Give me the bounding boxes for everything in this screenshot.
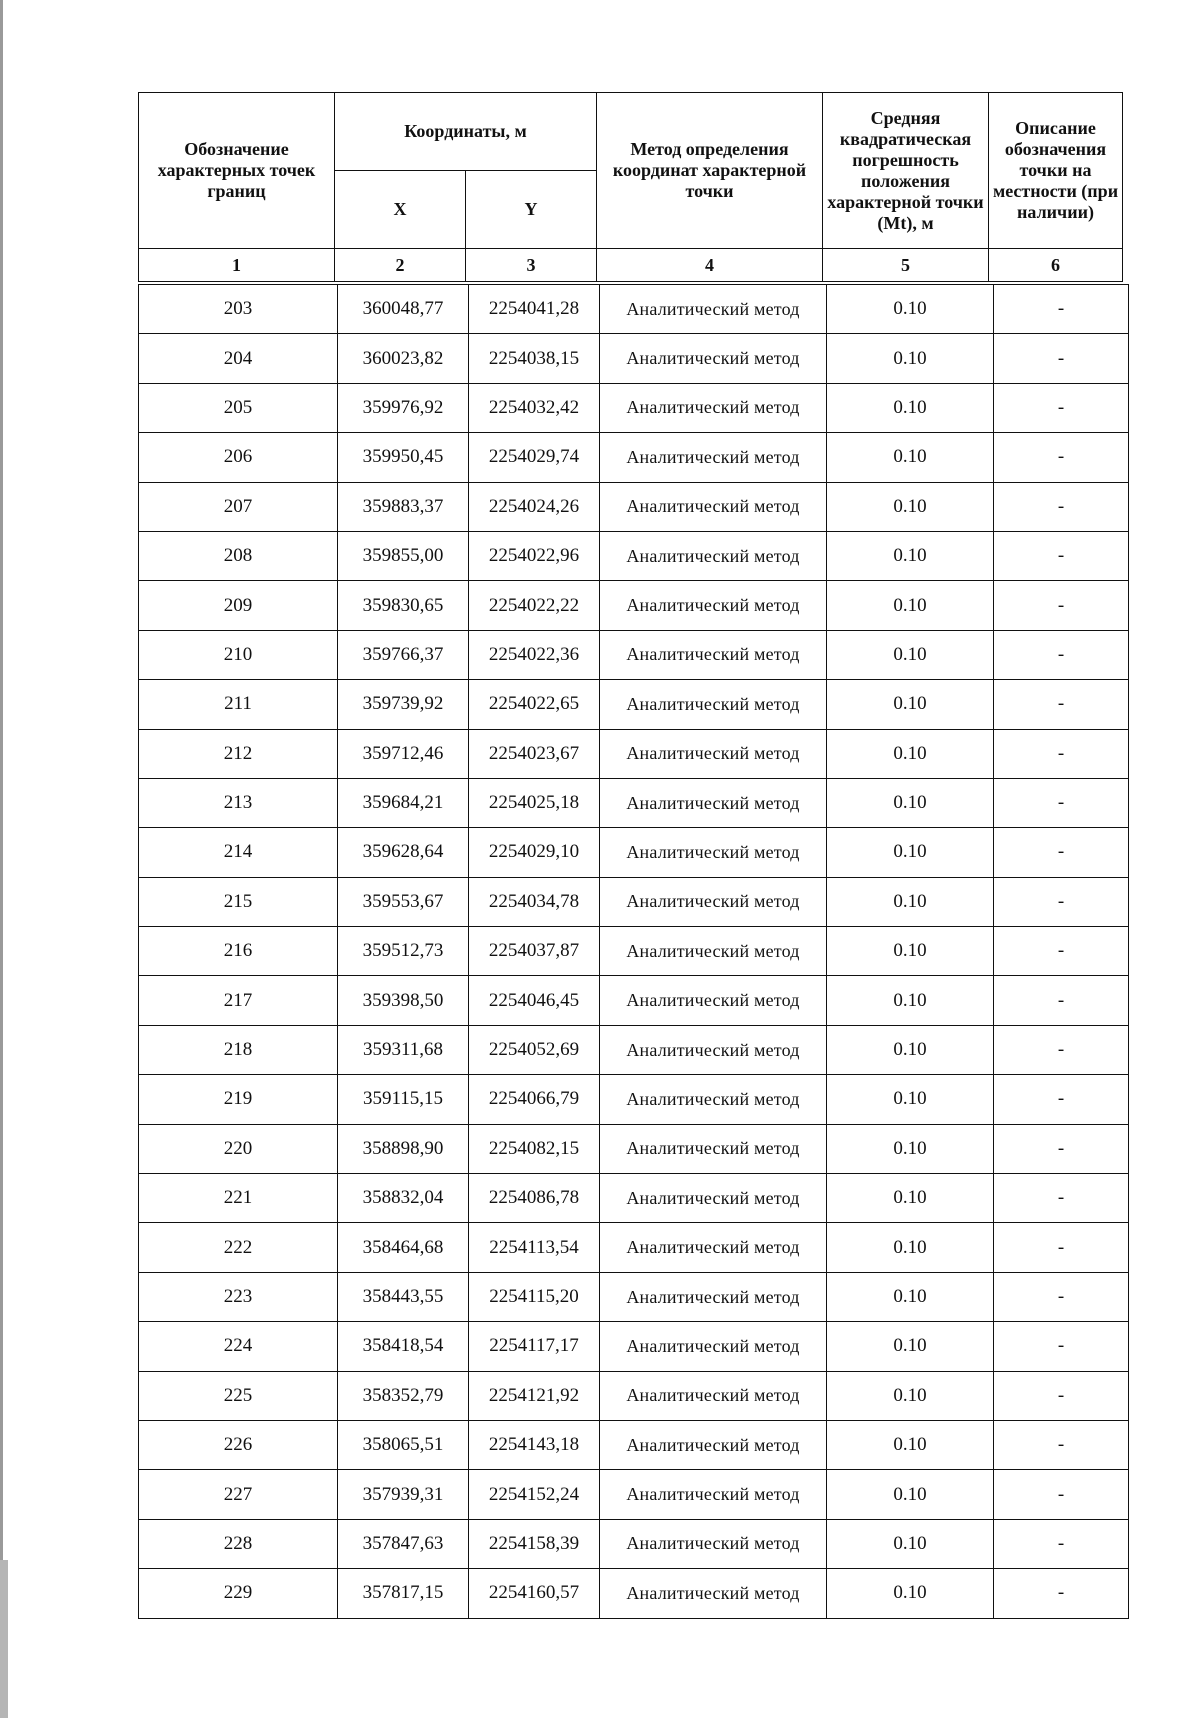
- cell-x: 359398,50: [338, 976, 469, 1025]
- cell-point: 211: [139, 680, 338, 729]
- cell-description: -: [994, 1223, 1129, 1272]
- cell-point: 221: [139, 1174, 338, 1223]
- cell-method: Аналитический метод: [600, 1322, 827, 1371]
- table-row: [139, 285, 1129, 334]
- cell-point: 204: [139, 334, 338, 383]
- cell-description: -: [994, 927, 1129, 976]
- cell-description: -: [994, 1174, 1129, 1223]
- cell-description: -: [994, 1272, 1129, 1321]
- cell-x: 359311,68: [338, 1025, 469, 1074]
- cell-description: -: [994, 828, 1129, 877]
- cell-description: -: [994, 729, 1129, 778]
- cell-y: 2254152,24: [469, 1470, 600, 1519]
- header-x: X: [335, 171, 466, 249]
- column-number: 4: [597, 249, 823, 282]
- table-row: [139, 630, 1129, 679]
- table-row: [139, 1371, 1129, 1420]
- cell-error: 0.10: [827, 1420, 994, 1469]
- cell-y: 2254038,15: [469, 334, 600, 383]
- cell-x: 358464,68: [338, 1223, 469, 1272]
- cell-point: 226: [139, 1420, 338, 1469]
- cell-error: 0.10: [827, 828, 994, 877]
- cell-x: 358832,04: [338, 1174, 469, 1223]
- cell-error: 0.10: [827, 1371, 994, 1420]
- cell-point: 214: [139, 828, 338, 877]
- cell-method: Аналитический метод: [600, 1519, 827, 1568]
- cell-y: 2254024,26: [469, 482, 600, 531]
- cell-y: 2254086,78: [469, 1174, 600, 1223]
- cell-x: 358352,79: [338, 1371, 469, 1420]
- cell-method: Аналитический метод: [600, 630, 827, 679]
- cell-method: Аналитический метод: [600, 1371, 827, 1420]
- cell-y: 2254041,28: [469, 285, 600, 334]
- cell-method: Аналитический метод: [600, 680, 827, 729]
- table-row: [139, 383, 1129, 432]
- cell-method: Аналитический метод: [600, 877, 827, 926]
- table-row: [139, 531, 1129, 580]
- table-row: [139, 1470, 1129, 1519]
- cell-method: Аналитический метод: [600, 778, 827, 827]
- cell-point: 213: [139, 778, 338, 827]
- table-row: [139, 680, 1129, 729]
- cell-x: 359115,15: [338, 1075, 469, 1124]
- cell-error: 0.10: [827, 729, 994, 778]
- cell-error: 0.10: [827, 1322, 994, 1371]
- scan-edge-left: [0, 0, 3, 1718]
- table-row: [139, 828, 1129, 877]
- cell-y: 2254143,18: [469, 1420, 600, 1469]
- cell-error: 0.10: [827, 482, 994, 531]
- cell-point: 227: [139, 1470, 338, 1519]
- header-y: Y: [466, 171, 597, 249]
- cell-point: 215: [139, 877, 338, 926]
- cell-x: 359950,45: [338, 433, 469, 482]
- cell-x: 358898,90: [338, 1124, 469, 1173]
- cell-point: 210: [139, 630, 338, 679]
- cell-point: 209: [139, 581, 338, 630]
- cell-x: 359976,92: [338, 383, 469, 432]
- cell-method: Аналитический метод: [600, 729, 827, 778]
- header-coords: Координаты, м: [335, 93, 597, 171]
- cell-x: 357939,31: [338, 1470, 469, 1519]
- cell-x: 357847,63: [338, 1519, 469, 1568]
- cell-method: Аналитический метод: [600, 1272, 827, 1321]
- cell-error: 0.10: [827, 1174, 994, 1223]
- cell-x: 359883,37: [338, 482, 469, 531]
- table-row: [139, 482, 1129, 531]
- cell-point: 220: [139, 1124, 338, 1173]
- cell-method: Аналитический метод: [600, 1223, 827, 1272]
- column-number: 5: [823, 249, 989, 282]
- cell-method: Аналитический метод: [600, 828, 827, 877]
- cell-description: -: [994, 1025, 1129, 1074]
- column-number-row: [139, 249, 1123, 282]
- cell-description: -: [994, 1519, 1129, 1568]
- cell-point: 205: [139, 383, 338, 432]
- cell-description: -: [994, 630, 1129, 679]
- cell-description: -: [994, 285, 1129, 334]
- cell-y: 2254082,15: [469, 1124, 600, 1173]
- cell-y: 2254037,87: [469, 927, 600, 976]
- table-row: [139, 976, 1129, 1025]
- cell-x: 359628,64: [338, 828, 469, 877]
- table-row: [139, 1025, 1129, 1074]
- column-number: 2: [335, 249, 466, 282]
- scan-edge-shade: [0, 1560, 8, 1718]
- cell-x: 360048,77: [338, 285, 469, 334]
- cell-description: -: [994, 976, 1129, 1025]
- cell-method: Аналитический метод: [600, 482, 827, 531]
- cell-description: -: [994, 1569, 1129, 1618]
- cell-y: 2254158,39: [469, 1519, 600, 1568]
- cell-error: 0.10: [827, 630, 994, 679]
- cell-x: 358418,54: [338, 1322, 469, 1371]
- table-row: [139, 1272, 1129, 1321]
- cell-description: -: [994, 1420, 1129, 1469]
- cell-error: 0.10: [827, 778, 994, 827]
- cell-description: -: [994, 334, 1129, 383]
- cell-y: 2254121,92: [469, 1371, 600, 1420]
- column-number: 1: [139, 249, 335, 282]
- cell-description: -: [994, 1124, 1129, 1173]
- cell-method: Аналитический метод: [600, 531, 827, 580]
- cell-point: 222: [139, 1223, 338, 1272]
- cell-method: Аналитический метод: [600, 1420, 827, 1469]
- cell-x: 359684,21: [338, 778, 469, 827]
- cell-y: 2254025,18: [469, 778, 600, 827]
- cell-description: -: [994, 531, 1129, 580]
- header-table: [138, 92, 1123, 282]
- cell-y: 2254117,17: [469, 1322, 600, 1371]
- cell-y: 2254029,10: [469, 828, 600, 877]
- cell-method: Аналитический метод: [600, 581, 827, 630]
- cell-y: 2254023,67: [469, 729, 600, 778]
- column-number: 3: [466, 249, 597, 282]
- cell-y: 2254046,45: [469, 976, 600, 1025]
- column-number: 6: [989, 249, 1123, 282]
- table-row: [139, 877, 1129, 926]
- header-error: Средняя квадратическая погрешность положения характерной точки (Mt), м: [823, 93, 989, 249]
- cell-method: Аналитический метод: [600, 285, 827, 334]
- cell-error: 0.10: [827, 927, 994, 976]
- table-row: [139, 1322, 1129, 1371]
- cell-method: Аналитический метод: [600, 1025, 827, 1074]
- cell-y: 2254113,54: [469, 1223, 600, 1272]
- cell-y: 2254160,57: [469, 1569, 600, 1618]
- cell-error: 0.10: [827, 1075, 994, 1124]
- cell-point: 228: [139, 1519, 338, 1568]
- cell-method: Аналитический метод: [600, 1075, 827, 1124]
- table-row: [139, 1124, 1129, 1173]
- cell-x: 357817,15: [338, 1569, 469, 1618]
- cell-y: 2254022,65: [469, 680, 600, 729]
- cell-y: 2254022,22: [469, 581, 600, 630]
- cell-point: 216: [139, 927, 338, 976]
- cell-point: 212: [139, 729, 338, 778]
- cell-x: 360023,82: [338, 334, 469, 383]
- table-row: [139, 433, 1129, 482]
- cell-error: 0.10: [827, 1272, 994, 1321]
- cell-point: 208: [139, 531, 338, 580]
- cell-description: -: [994, 778, 1129, 827]
- cell-method: Аналитический метод: [600, 1124, 827, 1173]
- cell-y: 2254029,74: [469, 433, 600, 482]
- cell-error: 0.10: [827, 1569, 994, 1618]
- cell-x: 359553,67: [338, 877, 469, 926]
- cell-method: Аналитический метод: [600, 334, 827, 383]
- cell-y: 2254034,78: [469, 877, 600, 926]
- cell-point: 206: [139, 433, 338, 482]
- coordinates-table: [138, 284, 1129, 1619]
- cell-method: Аналитический метод: [600, 927, 827, 976]
- cell-point: 223: [139, 1272, 338, 1321]
- cell-x: 359512,73: [338, 927, 469, 976]
- cell-error: 0.10: [827, 581, 994, 630]
- cell-error: 0.10: [827, 531, 994, 580]
- cell-description: -: [994, 877, 1129, 926]
- cell-description: -: [994, 433, 1129, 482]
- table-row: [139, 1569, 1129, 1618]
- cell-description: -: [994, 1470, 1129, 1519]
- cell-description: -: [994, 383, 1129, 432]
- cell-x: 359712,46: [338, 729, 469, 778]
- cell-description: -: [994, 482, 1129, 531]
- table-row: [139, 1223, 1129, 1272]
- header-description: Описание обозначения точки на местности (при наличии): [989, 93, 1123, 249]
- cell-description: -: [994, 680, 1129, 729]
- table-row: [139, 1075, 1129, 1124]
- cell-y: 2254032,42: [469, 383, 600, 432]
- cell-point: 229: [139, 1569, 338, 1618]
- cell-point: 207: [139, 482, 338, 531]
- cell-method: Аналитический метод: [600, 383, 827, 432]
- cell-description: -: [994, 1371, 1129, 1420]
- cell-x: 358065,51: [338, 1420, 469, 1469]
- cell-error: 0.10: [827, 680, 994, 729]
- cell-point: 225: [139, 1371, 338, 1420]
- table-row: [139, 581, 1129, 630]
- cell-method: Аналитический метод: [600, 1569, 827, 1618]
- table-row: [139, 927, 1129, 976]
- cell-error: 0.10: [827, 1519, 994, 1568]
- table-row: [139, 778, 1129, 827]
- cell-method: Аналитический метод: [600, 433, 827, 482]
- table-row: [139, 1174, 1129, 1223]
- table-row: [139, 1420, 1129, 1469]
- cell-method: Аналитический метод: [600, 1174, 827, 1223]
- cell-error: 0.10: [827, 285, 994, 334]
- cell-description: -: [994, 1322, 1129, 1371]
- cell-error: 0.10: [827, 877, 994, 926]
- cell-y: 2254052,69: [469, 1025, 600, 1074]
- cell-y: 2254066,79: [469, 1075, 600, 1124]
- cell-point: 218: [139, 1025, 338, 1074]
- cell-error: 0.10: [827, 433, 994, 482]
- cell-x: 358443,55: [338, 1272, 469, 1321]
- header-method: Метод определения координат характерной точки: [597, 93, 823, 249]
- cell-error: 0.10: [827, 383, 994, 432]
- cell-point: 219: [139, 1075, 338, 1124]
- table-row: [139, 1519, 1129, 1568]
- cell-x: 359855,00: [338, 531, 469, 580]
- cell-error: 0.10: [827, 1470, 994, 1519]
- cell-x: 359739,92: [338, 680, 469, 729]
- cell-x: 359766,37: [338, 630, 469, 679]
- cell-point: 217: [139, 976, 338, 1025]
- table-row: [139, 334, 1129, 383]
- cell-method: Аналитический метод: [600, 1470, 827, 1519]
- cell-description: -: [994, 1075, 1129, 1124]
- cell-y: 2254022,36: [469, 630, 600, 679]
- cell-error: 0.10: [827, 976, 994, 1025]
- cell-description: -: [994, 581, 1129, 630]
- cell-error: 0.10: [827, 1124, 994, 1173]
- cell-point: 203: [139, 285, 338, 334]
- table-row: [139, 729, 1129, 778]
- cell-error: 0.10: [827, 1223, 994, 1272]
- cell-error: 0.10: [827, 334, 994, 383]
- cell-error: 0.10: [827, 1025, 994, 1074]
- cell-y: 2254022,96: [469, 531, 600, 580]
- cell-y: 2254115,20: [469, 1272, 600, 1321]
- cell-x: 359830,65: [338, 581, 469, 630]
- cell-point: 224: [139, 1322, 338, 1371]
- cell-method: Аналитический метод: [600, 976, 827, 1025]
- header-point: Обозначение характерных точек границ: [139, 93, 335, 249]
